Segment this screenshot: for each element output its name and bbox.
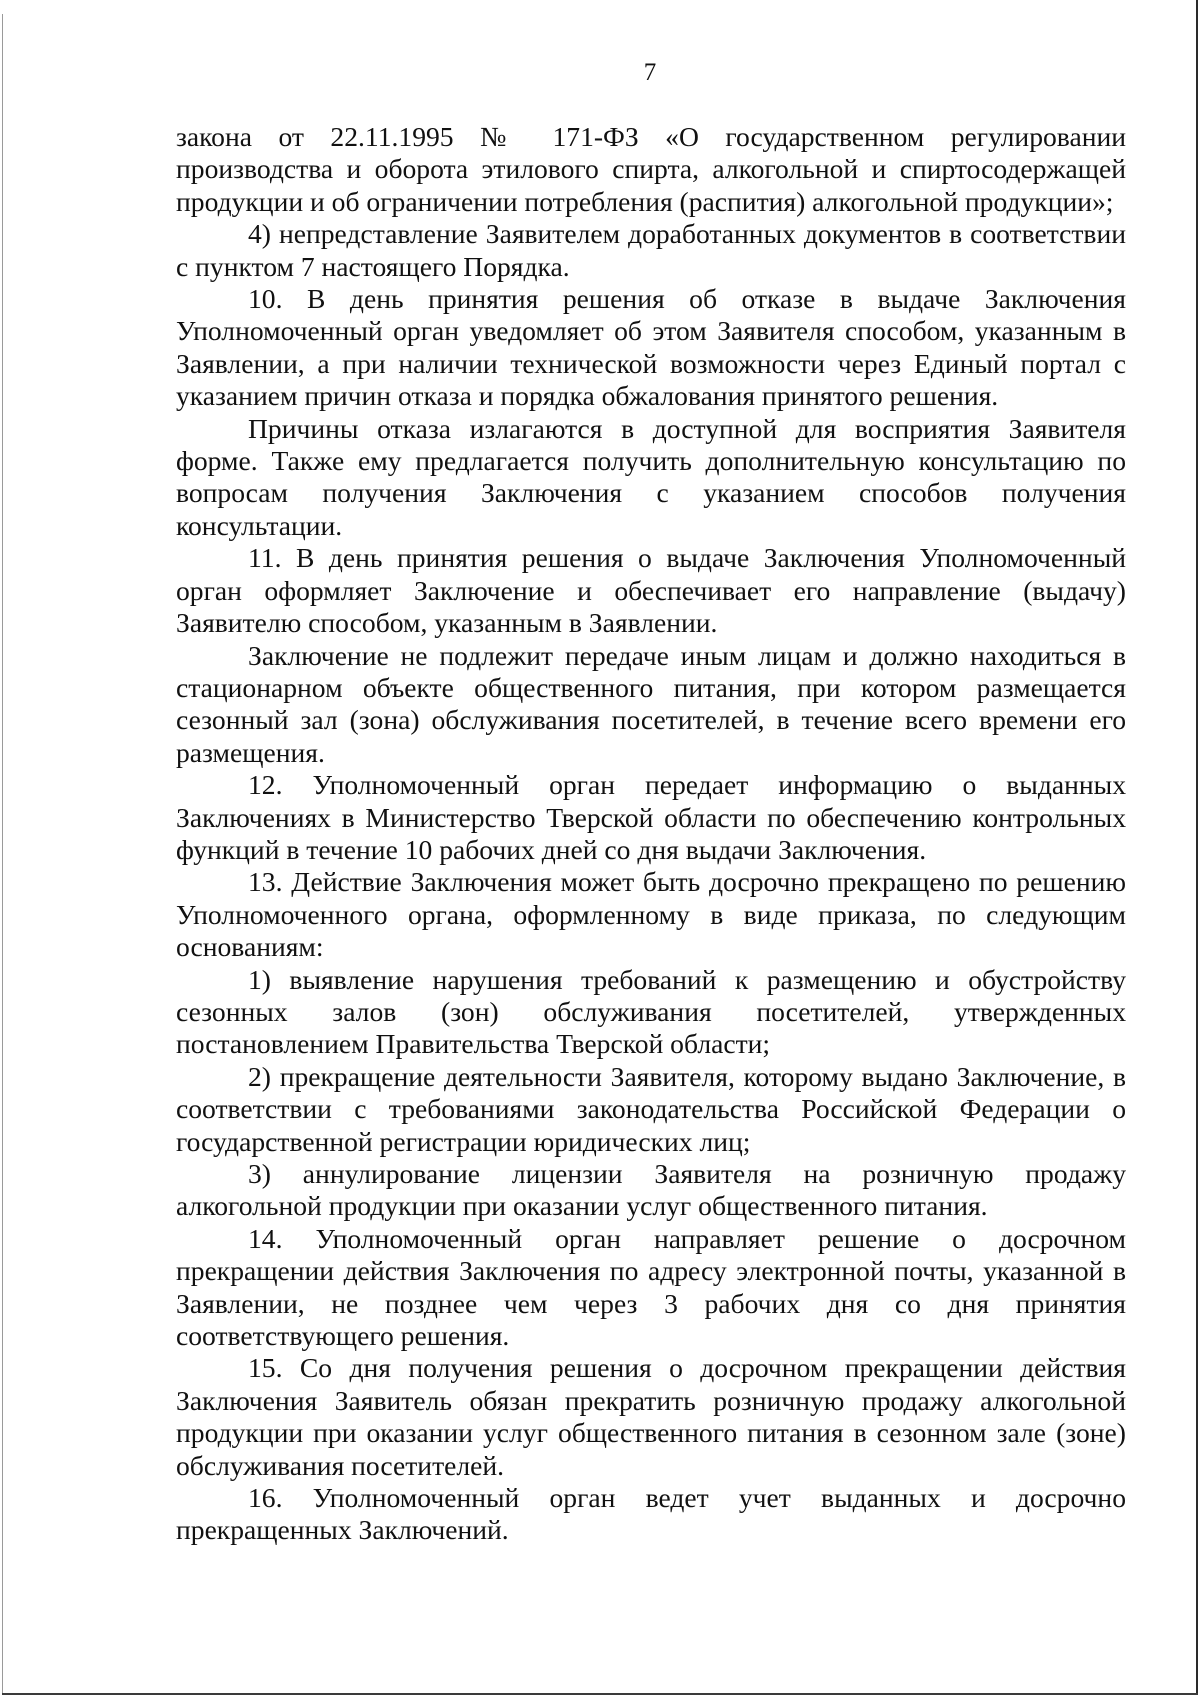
paragraph-13-item-1: 1) выявление нарушения требований к размещению и обустройству сезонных залов (зон) обслуживания посетителей, утвержденных постановлением Правительства Тверской области; [176,963,1126,1060]
paragraph-12: 12. Уполномоченный орган передает информацию о выданных Заключениях в Министерство Тверской области по обеспечению контрольных функций в течение 10 рабочих дней со дня выдачи Заключения. [176,769,1126,865]
paragraph-law-reference: закона от 22.11.1995 № 171-ФЗ «О государственном регулировании производства и оборота этилового спирта, алкогольной и спиртосодержащей продукции и об ограничении потребления (распития) алкогольной продукции»; [176,121,1126,217]
paragraph-11: 11. В день принятия решения о выдаче Заключения Уполномоченный орган оформляет Заключение и обеспечивает его направление (выдачу) Заявителю способом, указанным в Заявлении. [176,542,1126,639]
paragraph-conclusion-storage: Заключение не подлежит передаче иным лицам и должно находиться в стационарном объекте общественного питания, при котором размещается сезонный зал (зона) обслуживания посетителей, в течение всего времени его размещения. [176,639,1126,768]
paragraph-13-item-3: 3) аннулирование лицензии Заявителя на розничную продажу алкогольной продукции при оказании услуг общественного питания. [176,1158,1126,1222]
paragraph-15: 15. Со дня получения решения о досрочном прекращении действия Заключения Заявитель обязан прекратить розничную продажу алкогольной продукции при оказании услуг общественного питания в сезонном зале (зоне) обслуживания посетителей. [176,1352,1126,1481]
paragraph-13: 13. Действие Заключения может быть досрочно прекращено по решению Уполномоченного органа, оформленному в виде приказа, по следующим основаниям: [176,866,1126,963]
paragraph-item-4: 4) непредставление Заявителем доработанных документов в соответствии с пунктом 7 настоящего Порядка. [176,218,1126,282]
scan-edge-left [2,14,3,1695]
page-number: 7 [643,59,657,86]
scan-edge-right [1196,0,1198,1695]
paragraph-13-item-2: 2) прекращение деятельности Заявителя, которому выдано Заключение, в соответствии с требованиями законодательства Российской Федерации о государственной регистрации юридических лиц; [176,1060,1126,1157]
paragraph-16: 16. Уполномоченный орган ведет учет выданных и досрочно прекращенных Заключений. [176,1482,1126,1546]
paragraph-14: 14. Уполномоченный орган направляет решение о досрочном прекращении действия Заключения по адресу электронной почты, указанной в Заявлении, не позднее чем через 3 рабочих дня со дня принятия соответствующего решения. [176,1222,1126,1352]
document-body [176,121,1126,1547]
paragraph-10: 10. В день принятия решения об отказе в выдаче Заключения Уполномоченный орган уведомляет об этом Заявителя способом, указанным в Заявлении, а при наличии технической возможности через Единый портал с указанием причин отказа и порядка обжалования принятого решения. [176,283,1126,412]
paragraph-refusal-reasons: Причины отказа излагаются в доступной для восприятия Заявителя форме. Также ему предлагается получить дополнительную консультацию по вопросам получения Заключения с указанием способов получения консультации. [176,412,1126,541]
